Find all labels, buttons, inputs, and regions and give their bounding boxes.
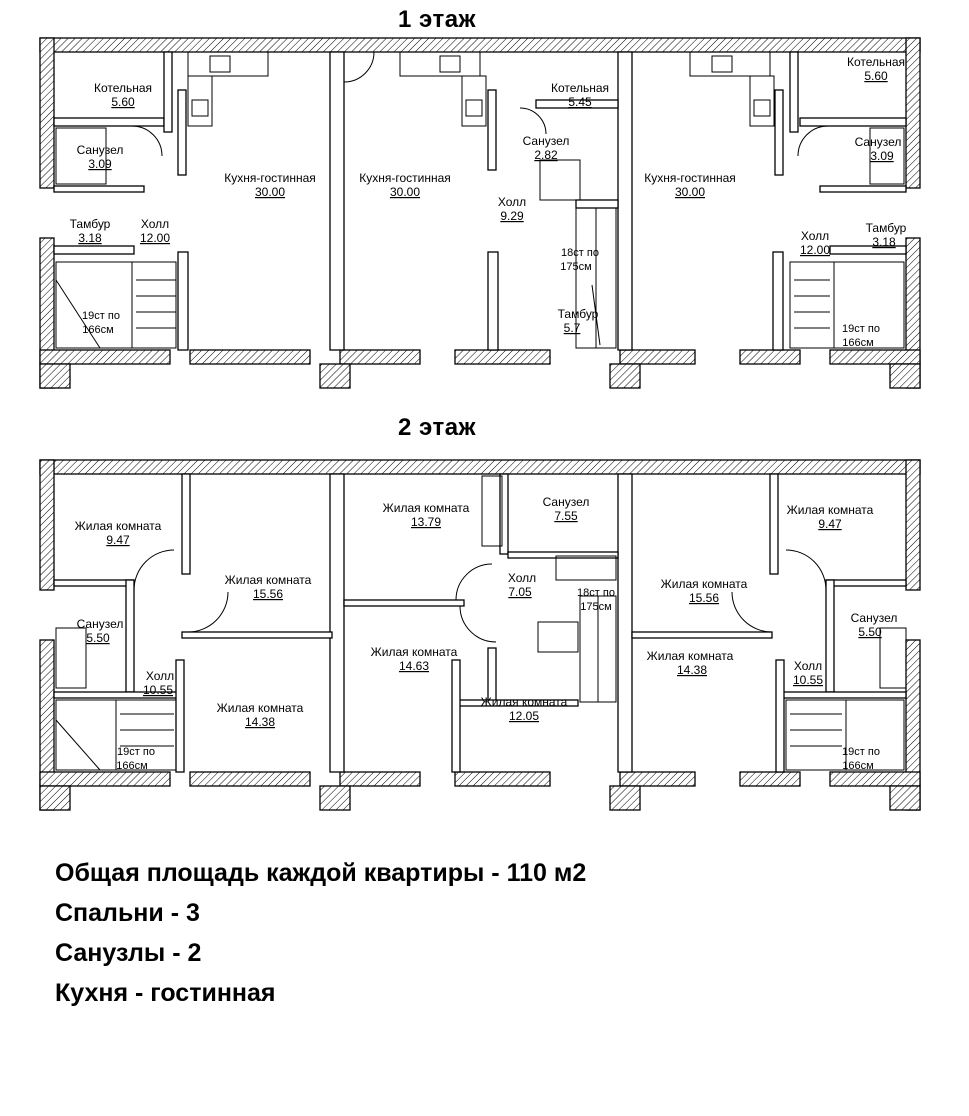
room-name: Холл [507,571,537,585]
room-area: 12.00 [799,243,831,257]
room-name: Жилая комната [216,701,304,715]
summary-total-area: Общая площадь каждой квартиры - 110 м2 [55,859,587,887]
room-area: 5.50 [858,625,882,639]
room-name: Котельная [550,81,610,95]
room-name: Санузел [854,135,902,149]
summary-kitchen: Кухня - гостинная [55,979,276,1007]
stair-label: 166см [116,760,148,772]
room-name: Кухня-гостинная [644,171,736,185]
room-area: 10.55 [792,673,824,687]
stair-label: 166см [842,337,874,349]
room-area: 14.63 [398,659,430,673]
room-area: 9.47 [818,517,842,531]
room-area: 5.50 [86,631,110,645]
room-name: Жилая комната [382,501,470,515]
room-area: 5.7 [563,321,581,335]
room-name: Санузел [850,611,898,625]
room-name: Жилая комната [224,573,312,587]
room-area: 14.38 [676,663,708,677]
room-area: 5.60 [111,95,135,109]
room-area: 30.00 [674,185,706,199]
room-name: Жилая комната [74,519,162,533]
room-name: Котельная [93,81,153,95]
room-name: Котельная [846,55,906,69]
summary-bedrooms: Спальни - 3 [55,899,200,927]
room-name: Тамбур [865,221,907,235]
stair-label: 19ст по [842,746,880,758]
summary-bathrooms: Санузлы - 2 [55,939,202,967]
room-area: 5.45 [568,95,592,109]
stair-label: 19ст по [82,310,120,322]
stair-label: 19ст по [842,323,880,335]
room-name: Холл [497,195,527,209]
floor-2-stair-labels [116,587,880,772]
room-area: 5.60 [864,69,888,83]
room-name: Холл [145,669,175,683]
room-area: 14.38 [244,715,276,729]
room-area: 30.00 [254,185,286,199]
room-name: Санузел [522,134,570,148]
room-area: 15.56 [252,587,284,601]
room-area: 30.00 [389,185,421,199]
room-name: Санузел [542,495,590,509]
room-name: Тамбур [69,217,111,231]
room-name: Кухня-гостинная [359,171,451,185]
room-name: Жилая комната [660,577,748,591]
room-name: Холл [793,659,823,673]
room-name: Жилая комната [480,695,568,709]
room-name: Жилая комната [370,645,458,659]
stair-label: 166см [842,760,874,772]
stair-label: 19ст по [117,746,155,758]
stair-label: 175см [560,261,592,273]
room-name: Тамбур [557,307,599,321]
floor-1-title: 1 этаж [398,6,477,33]
stair-label: 175см [580,601,612,613]
stair-label: 18ст по [577,587,615,599]
room-area: 12.05 [508,709,540,723]
stair-label: 166см [82,324,114,336]
room-area: 3.09 [870,149,894,163]
room-area: 9.47 [106,533,130,547]
room-name: Холл [800,229,830,243]
room-area: 7.05 [508,585,532,599]
room-area: 12.00 [139,231,171,245]
room-area: 9.29 [500,209,524,223]
room-name: Жилая комната [646,649,734,663]
room-area: 2.82 [534,148,558,162]
floor-2-title: 2 этаж [398,414,477,441]
stair-label: 18ст по [561,247,599,259]
room-name: Кухня-гостинная [224,171,316,185]
room-name: Жилая комната [786,503,874,517]
room-name: Холл [140,217,170,231]
room-area: 3.18 [872,235,896,249]
room-area: 10.55 [142,683,174,697]
room-area: 15.56 [688,591,720,605]
room-name: Санузел [76,143,124,157]
room-area: 3.09 [88,157,112,171]
floor-2-doors [134,550,826,642]
room-area: 7.55 [554,509,578,523]
room-name: Санузел [76,617,124,631]
room-area: 3.18 [78,231,102,245]
room-area: 13.79 [410,515,442,529]
